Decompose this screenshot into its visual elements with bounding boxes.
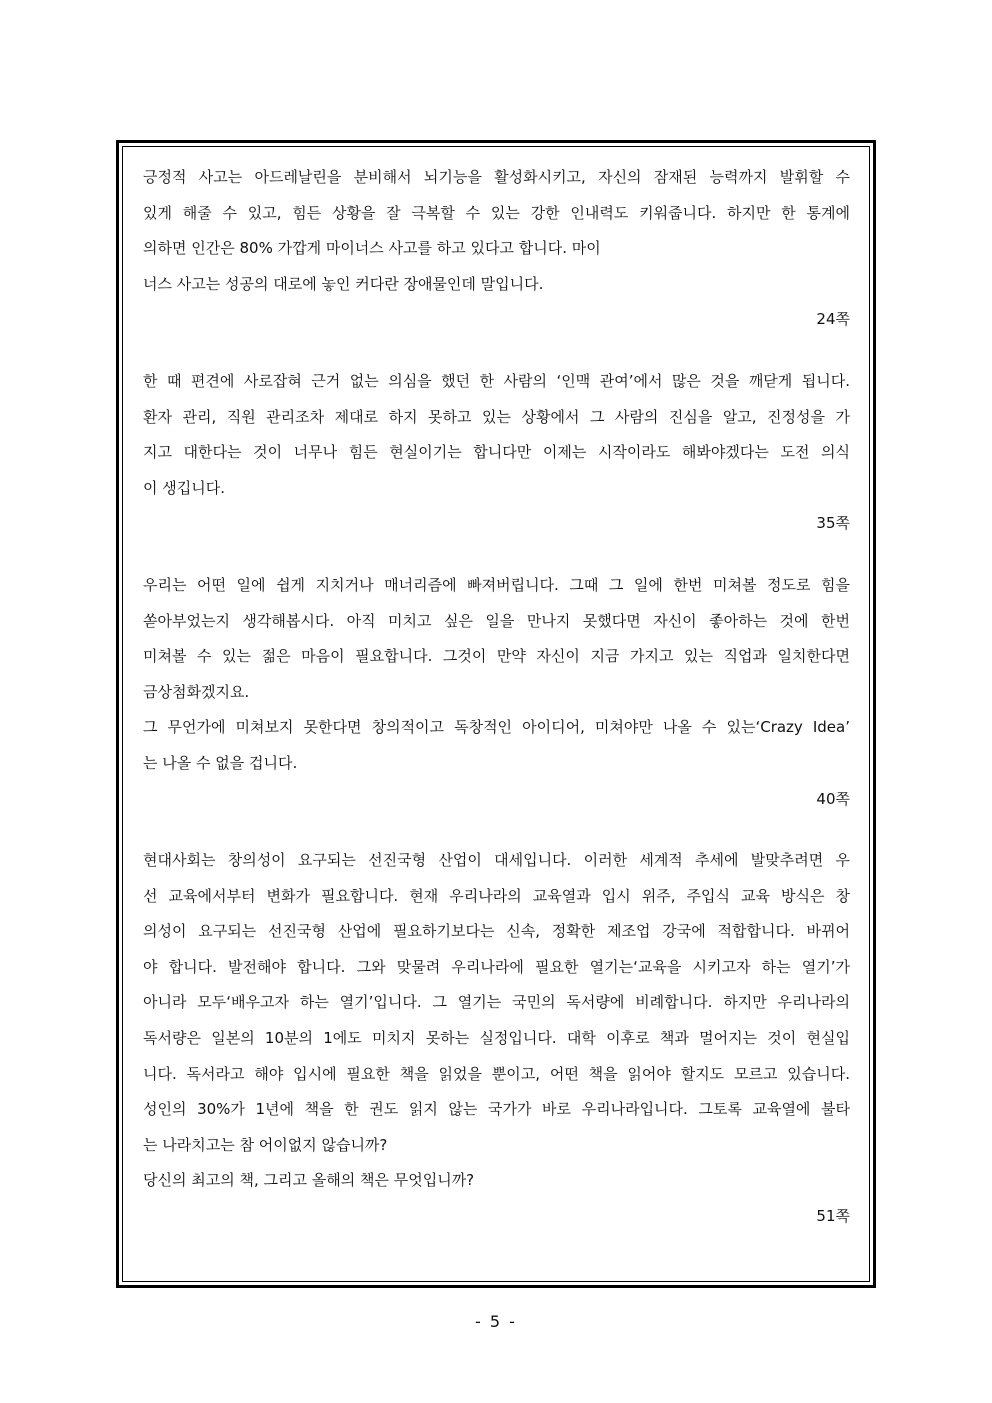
quote-line: 당신의 최고의 책, 그리고 올해의 책은 무엇입니까?	[143, 1171, 475, 1190]
quote-block	[143, 843, 850, 1235]
quote-line: 현대사회는 창의성이 요구되는 선진국형 산업이 대세입니다. 이러한 세계적 추세에 발맞추려면 우	[143, 851, 850, 870]
quote-line: 는 나올 수 없을 겁니다.	[143, 753, 298, 772]
page-reference: 24쪽	[816, 310, 850, 329]
quote-line: 있게 해줄 수 있고, 힘든 상황을 잘 극복할 수 있는 강한 인내력도 키워줍니다. 하지만 한 통계에	[143, 203, 850, 222]
quote-line: 긍정적 사고는 아드레날린을 분비해서 뇌기능을 활성화시키고, 자신의 잠재된 능력까지 발휘할 수	[143, 168, 850, 186]
quote-line: 미쳐볼 수 있는 젊은 마음이 필요합니다. 그것이 만약 자신이 지금 가지고 있는 직업과 일치한다면	[143, 647, 850, 666]
quote-line: 의성이 요구되는 선진국형 산업에 필요하기보다는 신속, 정확한 제조업 강국에 적합합니다. 바뀌어	[143, 922, 850, 941]
quote-line: 선 교육에서부터 변화가 필요합니다. 현재 우리나라의 교육열과 입시 위주, 주입식 교육 방식은 창	[143, 886, 850, 905]
quote-line: 아니라 모두‘배우고자 하는 열기’입니다. 그 열기는 국민의 독서량에 비례합니다. 하지만 우리나라의	[143, 993, 850, 1012]
quote-line: 금상첨화겠지요.	[143, 682, 250, 701]
quote-line: 우리는 어떤 일에 쉽게 지치거나 매너리즘에 빠져버립니다. 그때 그 일에 한번 미쳐볼 정도로 힘을	[143, 575, 850, 594]
page-number: - 5 -	[475, 1312, 517, 1331]
quote-line: 쏟아부었는지 생각해봅시다. 아직 미치고 싶은 일을 만나지 못했다면 자신이 좋아하는 것에 한번	[143, 611, 850, 630]
quote-line: 너스 사고는 성공의 대로에 놓인 커다란 장애물인데 말입니다.	[143, 274, 544, 293]
quote-list	[143, 160, 850, 1261]
quote-line: 독서량은 일본의 10분의 1에도 미치지 못하는 실정입니다. 대학 이후로 책과 멀어지는 것이 현실입	[143, 1029, 850, 1048]
quote-block	[143, 568, 850, 817]
quote-line: 야 합니다. 발전해야 합니다. 그와 맞물려 우리나라에 필요한 열기는‘교육을 시키고자 하는 열기’가	[143, 957, 850, 976]
quote-line: 그 무언가에 미쳐보지 못한다면 창의적이고 독창적인 아이디어, 미쳐야만 나올 수 있는‘Crazy Idea’	[143, 718, 850, 737]
quote-line: 성인의 30%가 1년에 책을 한 권도 읽지 않는 국가가 바로 우리나라입니다. 그토록 교육열에 불타	[143, 1100, 850, 1119]
quote-line: 지고 대한다는 것이 너무나 힘든 현실이기는 합니다만 이제는 시작이라도 해봐야겠다는 도전 의식	[143, 443, 850, 462]
quote-line: 한 때 편견에 사로잡혀 근거 없는 의심을 했던 한 사람의 ‘인맥 관여’에서 많은 것을 깨닫게 됩니다.	[143, 371, 850, 390]
quote-line: 의하면 인간은 80% 가깝게 마이너스 사고를 하고 있다고 합니다. 마이	[143, 239, 601, 258]
quote-block	[143, 160, 850, 338]
quote-block	[143, 364, 850, 542]
quote-line: 니다. 독서라고 해야 입시에 필요한 책을 읽었을 뿐이고, 어떤 책을 읽어야 할지도 모르고 있습니다.	[143, 1064, 850, 1083]
page-reference: 35쪽	[816, 514, 850, 533]
quote-line: 이 생깁니다.	[143, 478, 225, 497]
quote-line: 는 나라치고는 참 어이없지 않습니까?	[143, 1135, 388, 1154]
quote-line: 환자 관리, 직원 관리조차 제대로 하지 못하고 있는 상황에서 그 사람의 진심을 알고, 진정성을 가	[143, 407, 850, 426]
page-reference: 40쪽	[816, 789, 850, 808]
page-reference: 51쪽	[816, 1207, 850, 1226]
